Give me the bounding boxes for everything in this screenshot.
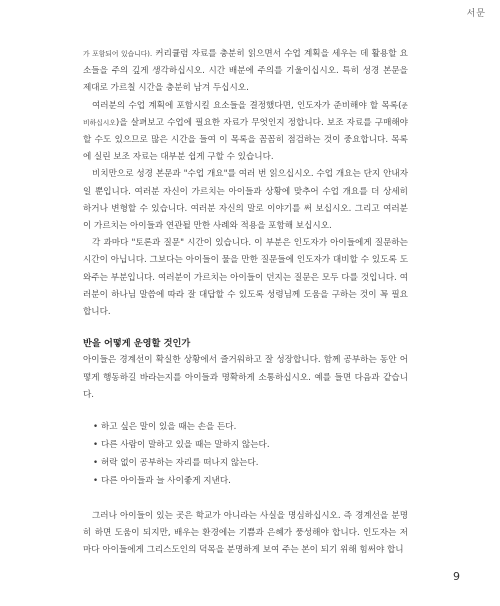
spacer [83, 404, 408, 418]
page-number: 9 [453, 570, 460, 583]
paragraph-2-part-a: 여러분의 수업 계획에 포함시킬 요소들을 결정했다면, 인도자가 준비해야 할 목록( [92, 100, 402, 111]
running-header: 서문 [466, 9, 486, 19]
paragraph-2 [83, 98, 408, 167]
paragraph-6: 그러나 아이들이 있는 곳은 학교가 아니라는 사실을 명심하십시오. 즉 경계선을 분명히 하면 도움이 되지만, 배우는 환경에는 기쁨과 은혜가 풍성해야 합니다. 인도자는 저마다 아이들에게 그리스도인의 덕목을 분명하게 보여 주는 본이 되기 위해 힘써야 합니 [83, 511, 408, 556]
paragraph-5: 아이들은 경계선이 확실한 상황에서 즐거워하고 잘 성장합니다. 함께 공부하는 동안 어떻게 행동하길 바라는지를 아이들과 명확하게 소통하십시오. 예를 들면 다음과 같습니다. [83, 355, 408, 400]
list-item: • 다른 사람이 말하고 있을 때는 말하지 않는다. [93, 436, 408, 454]
paragraph-1-text: 커리큘럼 자료를 충분히 읽으면서 수업 계획을 세우는 데 활용할 요소들을 주의 깊게 생각하십시오. 시간 배분에 주의를 기울이십시오. 특히 성경 본문을 제대로 가르칠 시간을 충분히 남겨 두십시오. [83, 49, 408, 94]
page-body [83, 46, 408, 560]
spacer [83, 321, 408, 335]
rules-list [83, 418, 408, 490]
list-item: • 다른 아이들과 늘 사이좋게 지낸다. [93, 472, 408, 490]
paragraph-1-prefix: 가 포함되어 있습니다). [83, 50, 153, 58]
paragraph-4: 각 과마다 "토론과 질문" 시간이 있습니다. 이 부분은 인도자가 아이들에게 질문하는 시간이 아닙니다. 그보다는 아이들이 물을 만한 질문들에 인도자가 대비할 수 있도록 도와주는 부분입니다. 여러분이 가르치는 아이들이 던지는 질문은 모두 다를 것입니다. 여러분이 하나님 말씀에 따라 잘 대답할 수 있도록 성령님께 도움을 구하는 것이 꼭 필요합니다. [83, 238, 408, 318]
paragraph-3: 비치만으로 성경 본문과 "수업 개요"를 여러 번 읽으십시오. 수업 개요는 단지 안내자일 뿐입니다. 여러분 자신이 가르치는 아이들과 상황에 맞추어 수업 개요를 더 상세히 하거나 변형할 수 있습니다. 여러분 자신의 말로 이야기를 써 보십시오. 그리고 여러분이 가르치는 아이들과 연관될 만한 사례와 적용을 포함해 보십시오. [83, 169, 408, 232]
paragraph-1 [83, 46, 408, 98]
paragraph-2-small: 준비하십시오 [83, 101, 408, 127]
spacer [83, 490, 408, 508]
list-item: • 하고 싶은 말이 있을 때는 손을 든다. [93, 418, 408, 436]
section-heading: 반을 어떻게 운영할 것인가 [83, 338, 191, 350]
paragraph-2-part-b: )을 살펴보고 수업에 필요한 자료가 무엇인지 정합니다. 보조 자료를 구매해야 할 수도 있으므로 많은 시간을 들여 이 목록을 꼼꼼히 점검하는 것이 중요합니다. 목록에 실린 보조 자료는 대부분 쉽게 구할 수 있습니다. [83, 117, 408, 163]
list-item: • 허락 없이 공부하는 자리를 떠나지 않는다. [93, 454, 408, 472]
